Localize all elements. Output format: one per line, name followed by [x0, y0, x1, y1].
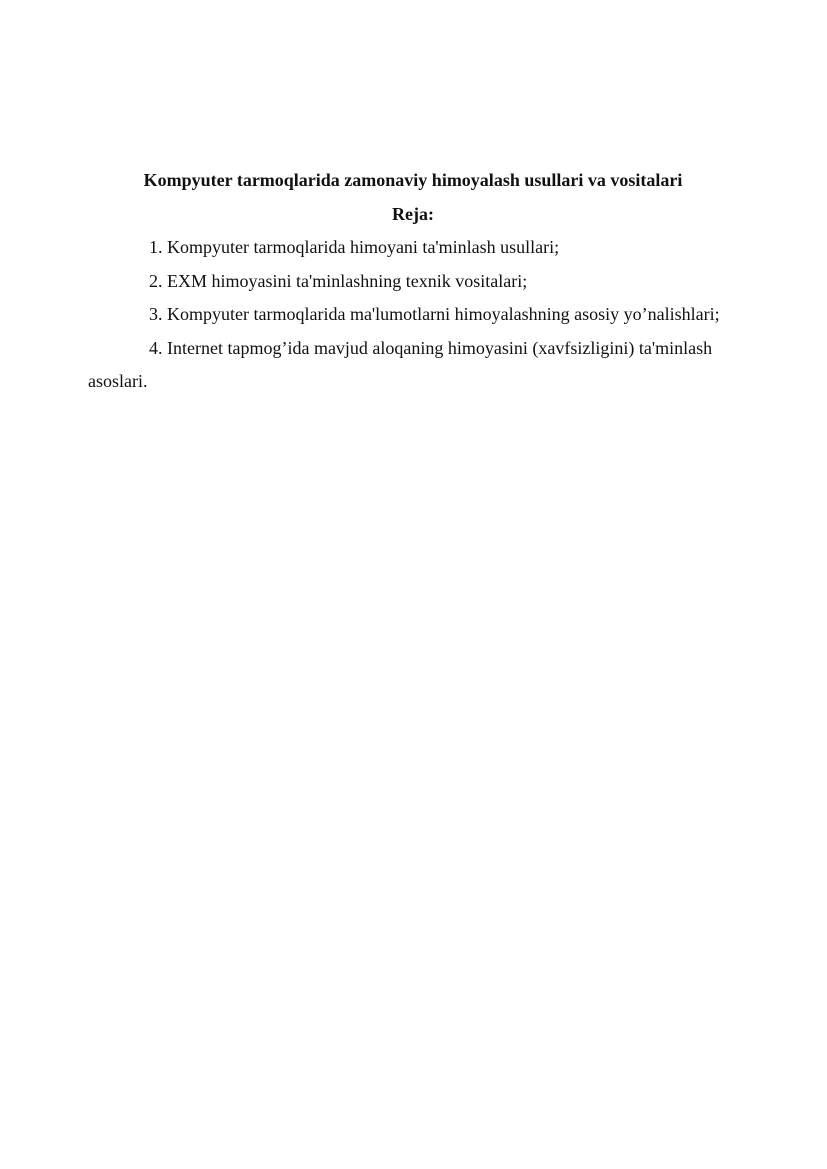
plan-item-number: 1. [149, 237, 163, 257]
plan-item-text: Internet tapmog’ida mavjud aloqaning himoyasini (xavfsizligini) ta'minlash asoslari. [88, 337, 713, 391]
plan-item-4 [88, 332, 738, 399]
plan-heading: Reja: [392, 203, 434, 224]
plan-item-2 [88, 265, 738, 299]
plan-item-number: 3. [149, 304, 163, 324]
plan-item-3 [88, 298, 738, 332]
plan-item-number: 4. [149, 337, 163, 358]
plan-item-text: EXM himoyasini ta'minlashning texnik vositalari; [167, 270, 528, 291]
plan-item-number: 2. [149, 270, 163, 291]
plan-item-text: Kompyuter tarmoqlarida himoyani ta'minlash usullari; [167, 237, 560, 257]
plan-item-text: Kompyuter tarmoqlarida ma'lumotlarni himoyalashning asosiy yo’nalishlari; [167, 304, 720, 324]
document-title: Kompyuter tarmoqlarida zamonaviy himoyalash usullari va vositalari [143, 170, 683, 190]
plan-item-1 [88, 231, 738, 265]
plan-list [88, 231, 738, 399]
document-body [88, 164, 738, 399]
